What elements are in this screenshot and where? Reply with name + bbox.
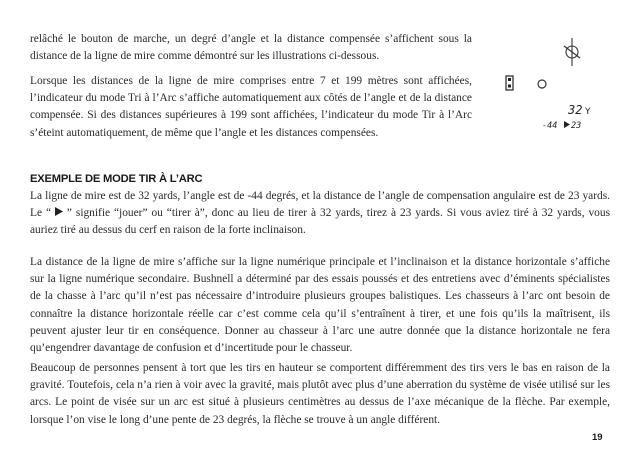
paragraph-gravity: Beaucoup de personnes pensent à tort que les tirs en hauteur se comportent différemment des tirs vers le bas en raison de la gravité. Toutefois, cela n’a rien à voir avec la gravité, mais plutôt avec plus d’une aberration du système de visée utilisé sur les arcs. Le point de visée sur un arc est situé à plusieurs centimètres au dessus de l’axe mécanique de la flèche. Par exemple, lorsque l’on vise le long d’une pente de 23 degrés, la flèche se trouve à un angle différent.	[30, 362, 610, 426]
section-heading: EXEMPLE DE MODE TIR À L’ARC	[30, 173, 203, 185]
example-text-end: ” signifie “jouer” ou “tirer à”, donc au lieu de tirer à 32 yards, tirez à 23 yards. Si vous aviez tiré à 32 yards, vous auriez tiré au dessus du cerf en raison de la forte inclinaison.	[30, 207, 610, 237]
paragraph-horizontal-distance: La distance de la ligne de mire s’affiche sur la ligne numérique principale et l’inclinaison et la distance horizontale s’affiche sur la ligne numérique secondaire. Bushnell a déterminé par des essais poussés et des entretiens avec d’éminents spécialistes de la chasse à l’arc qu’il n’est pas nécessaire d’introduire plusieurs groupes balistiques. Les chasseurs à l’arc ont besoin de connaître la distance horizontale réelle car c’est comme cela qu’il s’entraînent à tirer, et une fois qu’ils la maîtrisent, ils peuvent ajuster leur tir en conséquence. Donner au chasseur à l’arc une autre donnée que la distance horizontale ne fera qu’engendrer davantage de confusion et d’incertitude pour le chasseur.	[30, 256, 610, 355]
paragraph-bow-mode-indicator: Lorsque les distances de la ligne de mire comprises entre 7 et 199 mètres sont affichées, l’indicateur du mode Tri à l’Arc s’affiche automatiquement aux côtés de l’angle et de la distance compensée. Si des distances supérieures à 199 sont affichées, l’indicateur du mode Tir à l’Arc s’éteint automatiquement, de même que l’angle et les distances compensées.	[30, 75, 472, 139]
angle-value: -44	[542, 121, 558, 131]
primary-distance-value: 32	[568, 103, 583, 117]
primary-distance-unit: Y	[585, 107, 591, 117]
reticle-icon	[564, 38, 580, 66]
example-text-start: La ligne de mire est de 32 yards, l’angle est de -44 degrés, et la distance de l’angle de compensation angulaire est de 23 yards. Le “	[30, 190, 610, 220]
paragraph-example	[30, 188, 610, 240]
compensated-distance-value: 23	[571, 121, 582, 131]
target-circle-icon	[538, 80, 546, 88]
shoot-at-arrow-icon	[564, 121, 570, 128]
page-number: 19	[592, 432, 603, 443]
rangefinder-display-illustration	[490, 32, 610, 142]
bow-mode-indicator-icon	[506, 76, 513, 90]
paragraph-intro: relâché le bouton de marche, un degré d’angle et la distance compensée s’affichent sous la distance de la ligne de mire comme démontré sur les illustrations ci-dessous.	[30, 33, 472, 63]
play-arrow-icon	[55, 205, 63, 222]
